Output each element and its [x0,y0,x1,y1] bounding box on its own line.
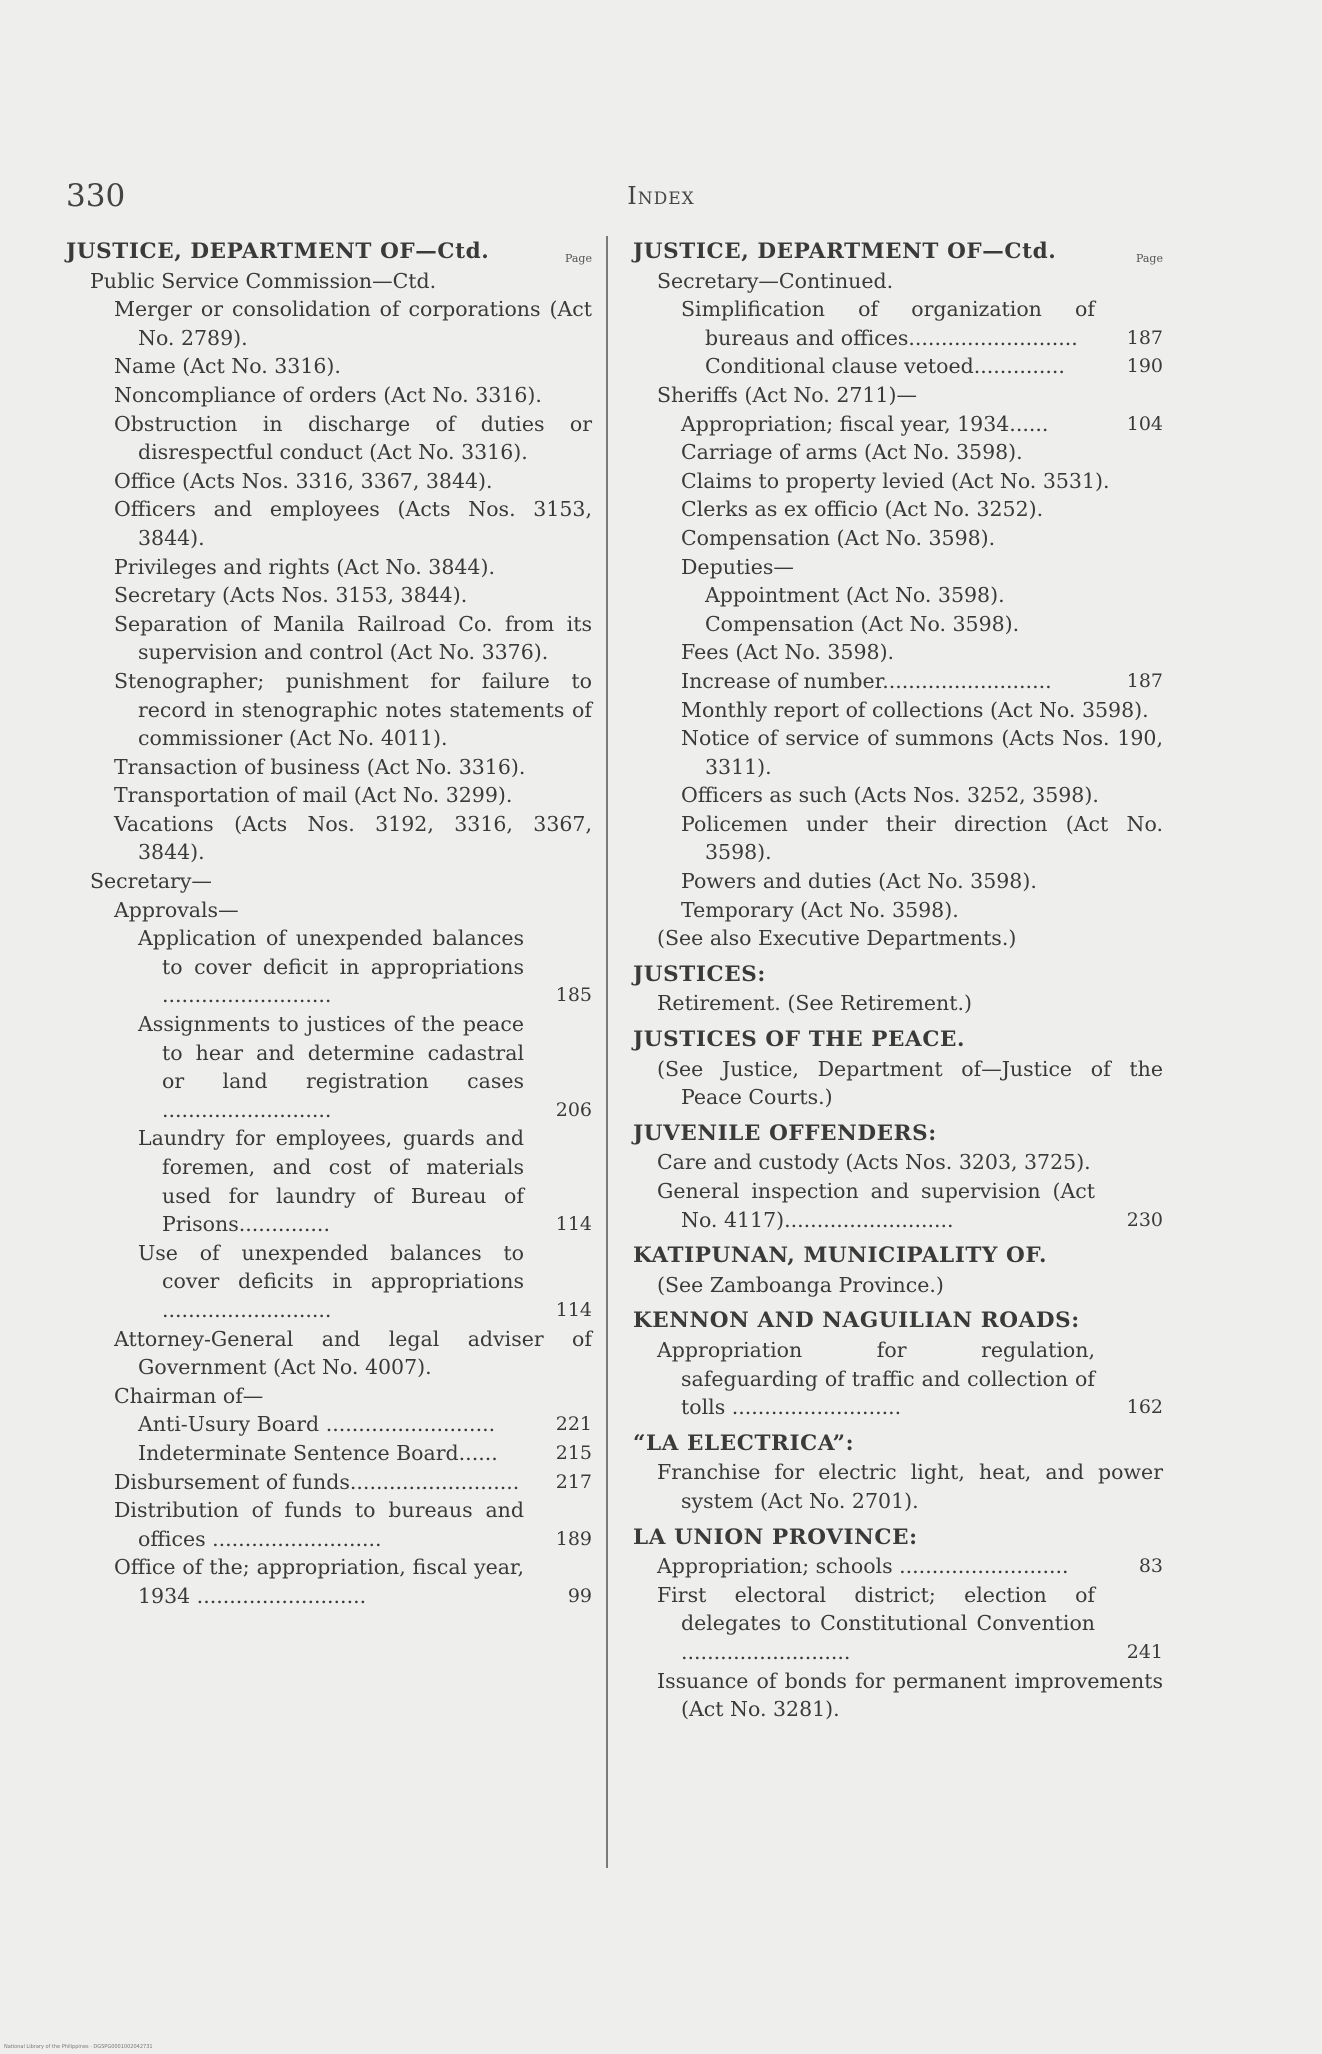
entry-text: Privileges and rights (Act No. 3844). [114,554,495,579]
entry-text: Laundry for employees, guards and foremen, and cost of materials used for laundry of Bureau of Prisons.............. [138,1126,524,1237]
index-entry [66,810,592,867]
index-heading [633,1524,1163,1553]
index-entry [633,352,1163,381]
index-entry [633,467,1163,496]
entry-text: Officers and employees (Acts Nos. 3153, 3844). [114,497,592,550]
index-entry [633,1177,1163,1234]
index-entry [633,1458,1163,1515]
index-entry [633,524,1163,553]
entry-text: Indeterminate Sentence Board...... [138,1440,498,1465]
entry-text: Approvals— [114,897,239,922]
index-entry [633,438,1163,467]
page-ref: 185 [555,984,592,1007]
page-ref: 206 [555,1098,592,1121]
page-ref: 104 [1126,412,1163,435]
page-title: Index [627,182,695,210]
entry-text: Conditional clause vetoed.............. [705,354,1065,379]
column-divider [606,236,608,1868]
index-entry [633,667,1163,696]
page-ref: 241 [1126,1640,1163,1663]
page-column-label: Page [564,252,592,265]
entry-text: Increase of number.......................... [681,668,1052,693]
index-entry [633,1552,1163,1581]
index-entry [633,896,1163,925]
entry-text: Fees (Act No. 3598). [681,640,895,665]
index-entry [633,410,1163,439]
entry-text: Policemen under their direction (Act No. 3598). [681,811,1163,865]
entry-text: Office of the; appropriation, fiscal year, 1934 .......................... [114,1555,524,1608]
entry-text: Temporary (Act No. 3598). [681,897,959,922]
entry-text: Secretary— [90,869,212,894]
index-entry [66,410,592,467]
index-entry [66,581,592,610]
index-entry [66,1410,592,1439]
entry-text: Vacations (Acts Nos. 3192, 3316, 3367, 3844). [114,811,592,865]
entry-text: Monthly report of collections (Act No. 3598). [681,697,1149,722]
index-entry [66,753,592,782]
entry-text: (See Zamboanga Province.) [657,1272,944,1297]
index-entry [633,610,1163,639]
entry-text: Anti-Usury Board .......................... [138,1412,496,1437]
entry-text: Issuance of bonds for permanent improvements (Act No. 3281). [657,1668,1163,1722]
entry-text: KENNON AND NAGUILIAN ROADS: [633,1308,1080,1334]
entry-text: “LA ELECTRICA”: [633,1430,855,1456]
page-ref: 217 [555,1470,592,1493]
page-number: 330 [66,178,126,214]
index-entry [633,1148,1163,1177]
page-ref: 162 [1126,1396,1163,1419]
page-ref: 187 [1126,669,1163,692]
entry-text: Claims to property levied (Act No. 3531). [681,468,1110,493]
entry-text: Clerks as ex officio (Act No. 3252). [681,497,1044,522]
entry-text: First electoral district; election of delegates to Constitutional Convention .......................... [657,1582,1095,1664]
index-entry [66,867,592,896]
index-entry [66,352,592,381]
entry-text: Powers and duties (Act No. 3598). [681,869,1037,894]
entry-text: Attorney-General and legal adviser of Government (Act No. 4007). [114,1326,592,1380]
entry-text: Secretary—Continued. [657,268,894,293]
entry-text: Simplification of organization of bureaus and offices.......................... [681,297,1095,350]
index-entry [66,924,592,1010]
index-entry [633,495,1163,524]
entry-text: Appropriation; schools .......................... [657,1554,1069,1579]
index-entry [633,638,1163,667]
entry-text: Notice of service of summons (Acts Nos. 190, 3311). [681,726,1163,779]
entry-text: Use of unexpended balances to cover deficits in appropriations .......................... [138,1240,524,1322]
entry-text: Public Service Commission—Ctd. [90,268,437,293]
index-heading [66,238,592,267]
entry-text: Stenographer; punishment for failure to record in stenographic notes statements of commissioner (Act No. 4011). [114,668,592,751]
entry-text: Deputies— [681,554,794,579]
entry-text: LA UNION PROVINCE: [633,1524,918,1550]
entry-text: Separation of Manila Railroad Co. from its supervision and control (Act No. 3376). [114,611,592,665]
entry-text: Sheriffs (Act No. 2711)— [657,382,917,407]
index-entry [633,781,1163,810]
entry-text: Appropriation for regulation, safeguarding of traffic and collection of tolls .......................... [657,1337,1095,1420]
page-column-label: Page [1135,252,1163,265]
entry-text: Office (Acts Nos. 3316, 3367, 3844). [114,468,493,493]
index-entry [66,267,592,296]
footer-note: National Library of the Philippines · DGSPG0001002042731 [4,2044,153,2050]
entry-text: Noncompliance of orders (Act No. 3316). [114,382,542,407]
entry-text: JUSTICE, DEPARTMENT OF—Ctd. [66,239,490,264]
index-entry [633,1055,1163,1112]
index-entry [633,810,1163,867]
entry-text: JUSTICES OF THE PEACE. [633,1027,966,1053]
index-entry [633,724,1163,781]
entry-text: Carriage of arms (Act No. 3598). [681,440,1023,465]
entry-text: Obstruction in discharge of duties or disrespectful conduct (Act No. 3316). [114,411,592,465]
index-entry [633,989,1163,1018]
index-entry [66,1124,592,1238]
entry-text: Chairman of— [114,1383,264,1408]
entry-text: (See Justice, Department of—Justice of the Peace Courts.) [657,1056,1163,1110]
entry-text: Appointment (Act No. 3598). [705,583,1005,608]
page-ref: 114 [555,1213,592,1236]
page-ref: 189 [555,1527,592,1550]
index-entry [633,924,1163,953]
index-heading [633,961,1163,990]
entry-text: Transportation of mail (Act No. 3299). [114,783,513,808]
index-entry [633,696,1163,725]
entry-text: Compensation (Act No. 3598). [681,525,996,550]
entry-text: General inspection and supervision (Act No. 4117).......................... [657,1179,1095,1232]
index-entry [66,781,592,810]
index-heading [633,1026,1163,1055]
index-entry [66,553,592,582]
index-heading [633,1120,1163,1149]
entry-text: Disbursement of funds.......................... [114,1469,520,1494]
entry-text: Name (Act No. 3316). [114,354,341,379]
index-heading [633,1242,1163,1271]
right-column [633,238,1163,1724]
left-column [66,238,592,1611]
index-heading [633,1430,1163,1459]
entry-text: Compensation (Act No. 3598). [705,611,1020,636]
index-entry [66,1468,592,1497]
page-ref: 190 [1126,355,1163,378]
index-entry [633,1336,1163,1422]
entry-text: Officers as such (Acts Nos. 3252, 3598). [681,783,1099,808]
entry-text: JUSTICE, DEPARTMENT OF—Ctd. [633,239,1057,264]
index-entry [66,295,592,352]
index-entry [66,667,592,753]
entry-text: Assignments to justices of the peace to hear and determine cadastral or land registration cases .......................... [138,1012,524,1122]
index-heading [633,1307,1163,1336]
index-entry [66,495,592,552]
index-entry [633,867,1163,896]
entry-text: Application of unexpended balances to cover deficit in appropriations .......................... [138,926,524,1008]
entry-text: Appropriation; fiscal year, 1934...... [681,411,1049,436]
index-entry [633,1667,1163,1724]
index-entry [633,295,1163,352]
index-entry [633,581,1163,610]
page-ref: 114 [555,1298,592,1321]
entry-text: JUVENILE OFFENDERS: [633,1120,937,1146]
index-entry [66,467,592,496]
entry-text: KATIPUNAN, MUNICIPALITY OF. [633,1243,1048,1269]
entry-text: JUSTICES: [633,961,766,987]
page-ref: 187 [1126,326,1163,349]
entry-text: Retirement. (See Retirement.) [657,991,972,1016]
entry-text: Secretary (Acts Nos. 3153, 3844). [114,583,468,608]
index-heading [633,238,1163,267]
index-entry [66,1239,592,1325]
page-ref: 221 [555,1413,592,1436]
index-entry [66,610,592,667]
index-entry [633,553,1163,582]
index-entry [633,381,1163,410]
entry-text: Distribution of funds to bureaus and offices .......................... [114,1498,524,1551]
index-entry [66,1496,592,1553]
index-entry [66,1439,592,1468]
index-entry [633,1271,1163,1300]
index-entry [633,1581,1163,1667]
page-ref: 215 [555,1441,592,1464]
index-entry [633,267,1163,296]
entry-text: Merger or consolidation of corporations (Act No. 2789). [114,297,592,350]
page-ref: 230 [1126,1208,1163,1231]
entry-text: Transaction of business (Act No. 3316). [114,754,526,779]
index-entry [66,1553,592,1610]
index-entry [66,381,592,410]
entry-text: Care and custody (Acts Nos. 3203, 3725). [657,1150,1091,1175]
entry-text: Franchise for electric light, heat, and power system (Act No. 2701). [657,1460,1163,1513]
index-entry [66,1382,592,1411]
index-entry [66,896,592,925]
index-entry [66,1325,592,1382]
index-entry [66,1010,592,1124]
entry-text: (See also Executive Departments.) [657,926,1017,951]
